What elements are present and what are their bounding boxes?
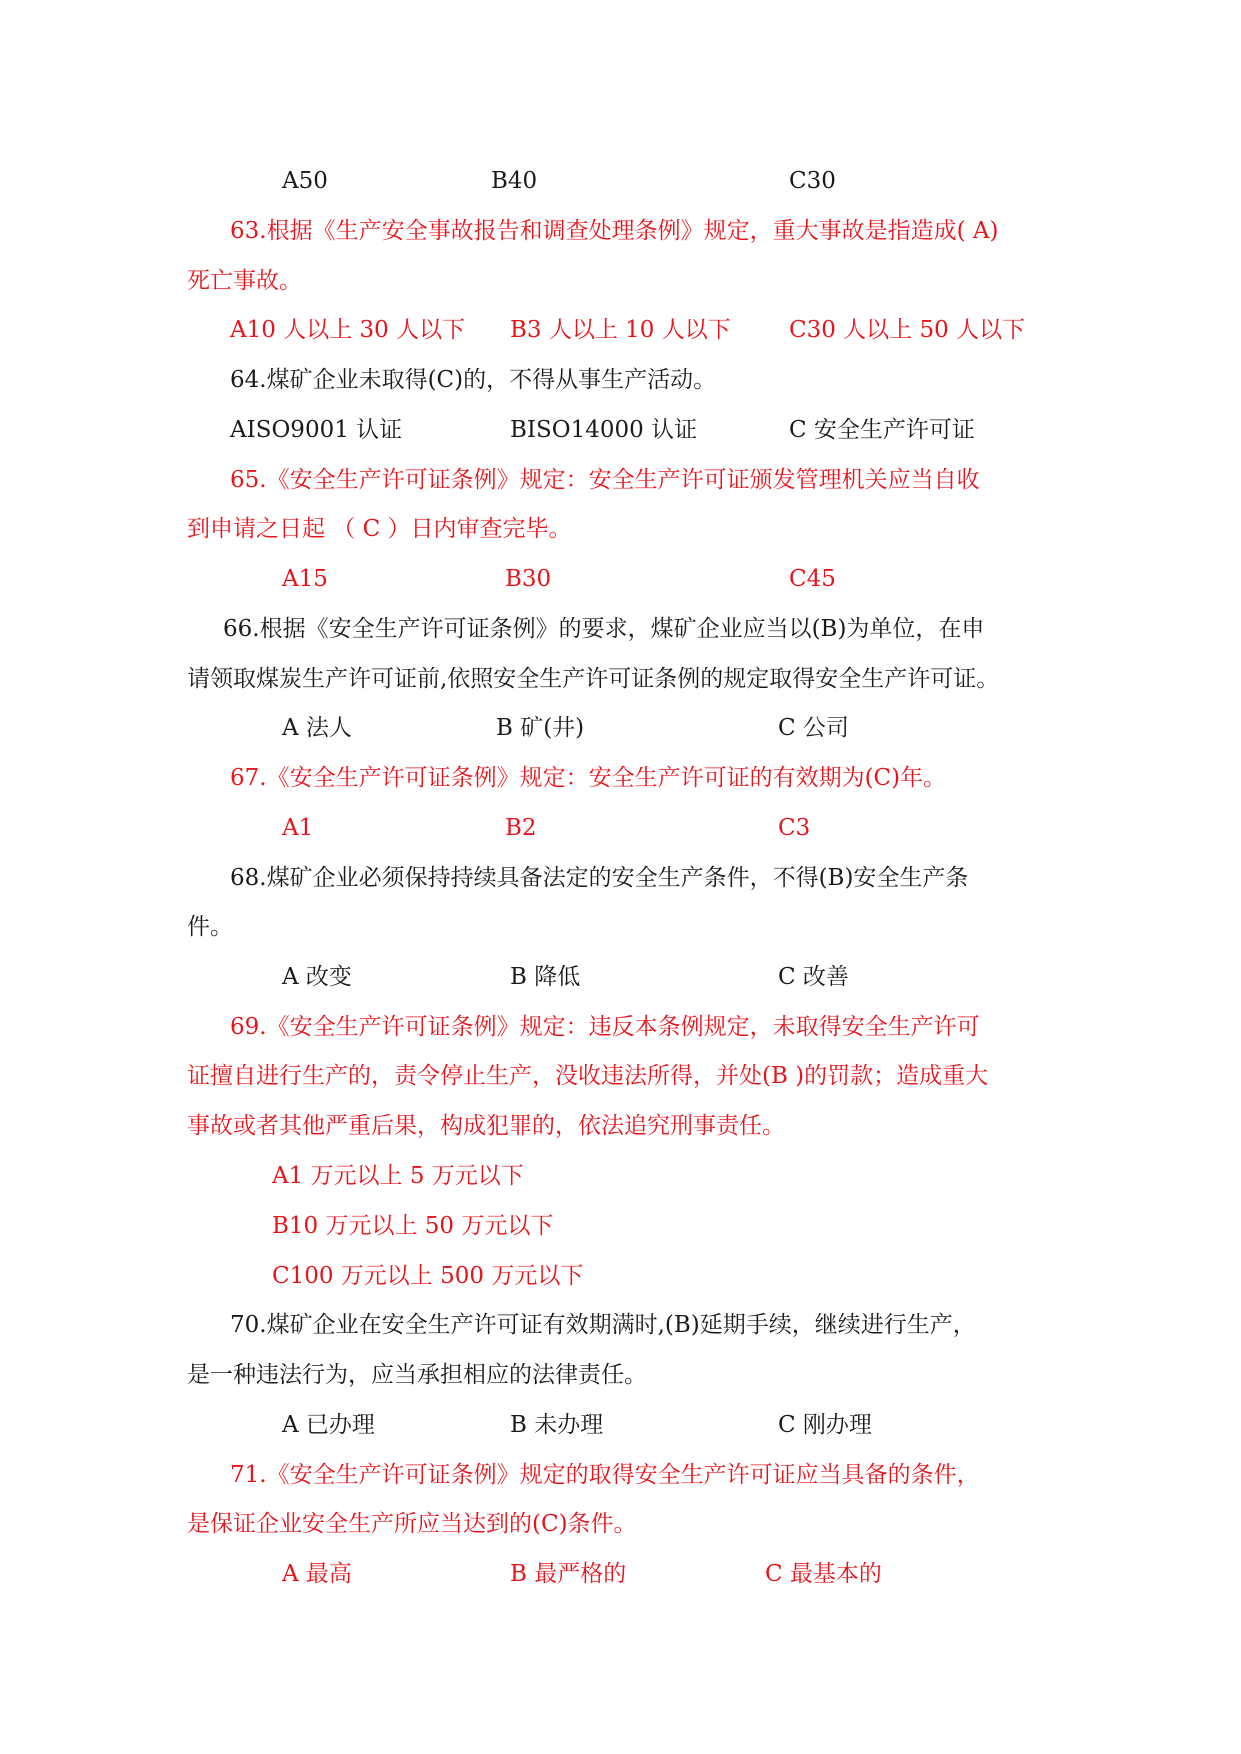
q67-option-b: B2 [505, 815, 537, 841]
q66-question-line-2: 请领取煤炭生产许可证前,依照安全生产许可证条例的规定取得安全生产许可证。 [187, 666, 1000, 692]
q65-option-c: C45 [789, 566, 836, 592]
q69-question-line-2: 证擅自进行生产的，责令停止生产，没收违法所得，并处(B )的罚款；造成重大 [187, 1063, 989, 1089]
q70-option-b: B 未办理 [510, 1412, 604, 1438]
q64-option-a: AISO9001 认证 [230, 417, 403, 443]
q65-question-line-1: 65.《安全生产许可证条例》规定：安全生产许可证颁发管理机关应当自收 [230, 467, 980, 493]
q71-question-line-1: 71.《安全生产许可证条例》规定的取得安全生产许可证应当具备的条件， [230, 1462, 980, 1488]
q62-option-c: C30 [789, 168, 836, 194]
q64-option-c: C 安全生产许可证 [789, 417, 975, 443]
q71-option-b: B 最严格的 [510, 1561, 627, 1587]
q63-option-a: A10 人以上 30 人以下 [230, 317, 466, 343]
q68-question-line-1: 68.煤矿企业必须保持持续具备法定的安全生产条件，不得(B)安全生产条 [230, 865, 969, 891]
q62-option-b: B40 [491, 168, 538, 194]
q63-question-line-2: 死亡事故。 [187, 268, 302, 294]
q69-option-b: B10 万元以上 50 万元以下 [272, 1213, 554, 1239]
q67-question-line-1: 67.《安全生产许可证条例》规定：安全生产许可证的有效期为(C)年。 [230, 765, 947, 791]
q71-option-c: C 最基本的 [765, 1561, 882, 1587]
q68-question-line-2: 件。 [187, 914, 233, 940]
q63-option-b: B3 人以上 10 人以下 [510, 317, 731, 343]
q68-option-a: A 改变 [282, 964, 352, 990]
q70-option-c: C 刚办理 [778, 1412, 872, 1438]
q70-question-line-2: 是一种违法行为，应当承担相应的法律责任。 [187, 1362, 647, 1388]
q66-option-b: B 矿(井) [496, 715, 585, 741]
q70-question-line-1: 70.煤矿企业在安全生产许可证有效期满时,(B)延期手续，继续进行生产， [230, 1312, 976, 1338]
q69-question-line-1: 69.《安全生产许可证条例》规定：违反本条例规定，未取得安全生产许可 [230, 1014, 980, 1040]
q69-question-line-3: 事故或者其他严重后果，构成犯罪的，依法追究刑事责任。 [187, 1113, 785, 1139]
q66-option-a: A 法人 [282, 715, 352, 741]
q68-option-c: C 改善 [778, 964, 849, 990]
q63-question-line-1: 63.根据《生产安全事故报告和调查处理条例》规定，重大事故是指造成( A) [230, 218, 999, 244]
q71-option-a: A 最高 [282, 1561, 352, 1587]
q66-question-line-1: 66.根据《安全生产许可证条例》的要求，煤矿企业应当以(B)为单位，在申 [223, 616, 985, 642]
q67-option-c: C3 [778, 815, 811, 841]
q66-option-c: C 公司 [778, 715, 849, 741]
q65-question-line-2: 到申请之日起 （ C ）日内审查完毕。 [187, 516, 572, 542]
q69-option-a: A1 万元以上 5 万元以下 [272, 1163, 524, 1189]
q63-option-c: C30 人以上 50 人以下 [789, 317, 1026, 343]
q65-option-a: A15 [282, 566, 328, 592]
q62-option-a: A50 [282, 168, 328, 194]
q71-question-line-2: 是保证企业安全生产所应当达到的(C)条件。 [187, 1511, 637, 1537]
q64-option-b: BISO14000 认证 [510, 417, 698, 443]
q67-option-a: A1 [282, 815, 314, 841]
q64-question-line-1: 64.煤矿企业未取得(C)的，不得从事生产活动。 [230, 367, 717, 393]
q65-option-b: B30 [505, 566, 552, 592]
q69-option-c: C100 万元以上 500 万元以下 [272, 1263, 584, 1289]
q70-option-a: A 已办理 [282, 1412, 375, 1438]
q68-option-b: B 降低 [510, 964, 581, 990]
